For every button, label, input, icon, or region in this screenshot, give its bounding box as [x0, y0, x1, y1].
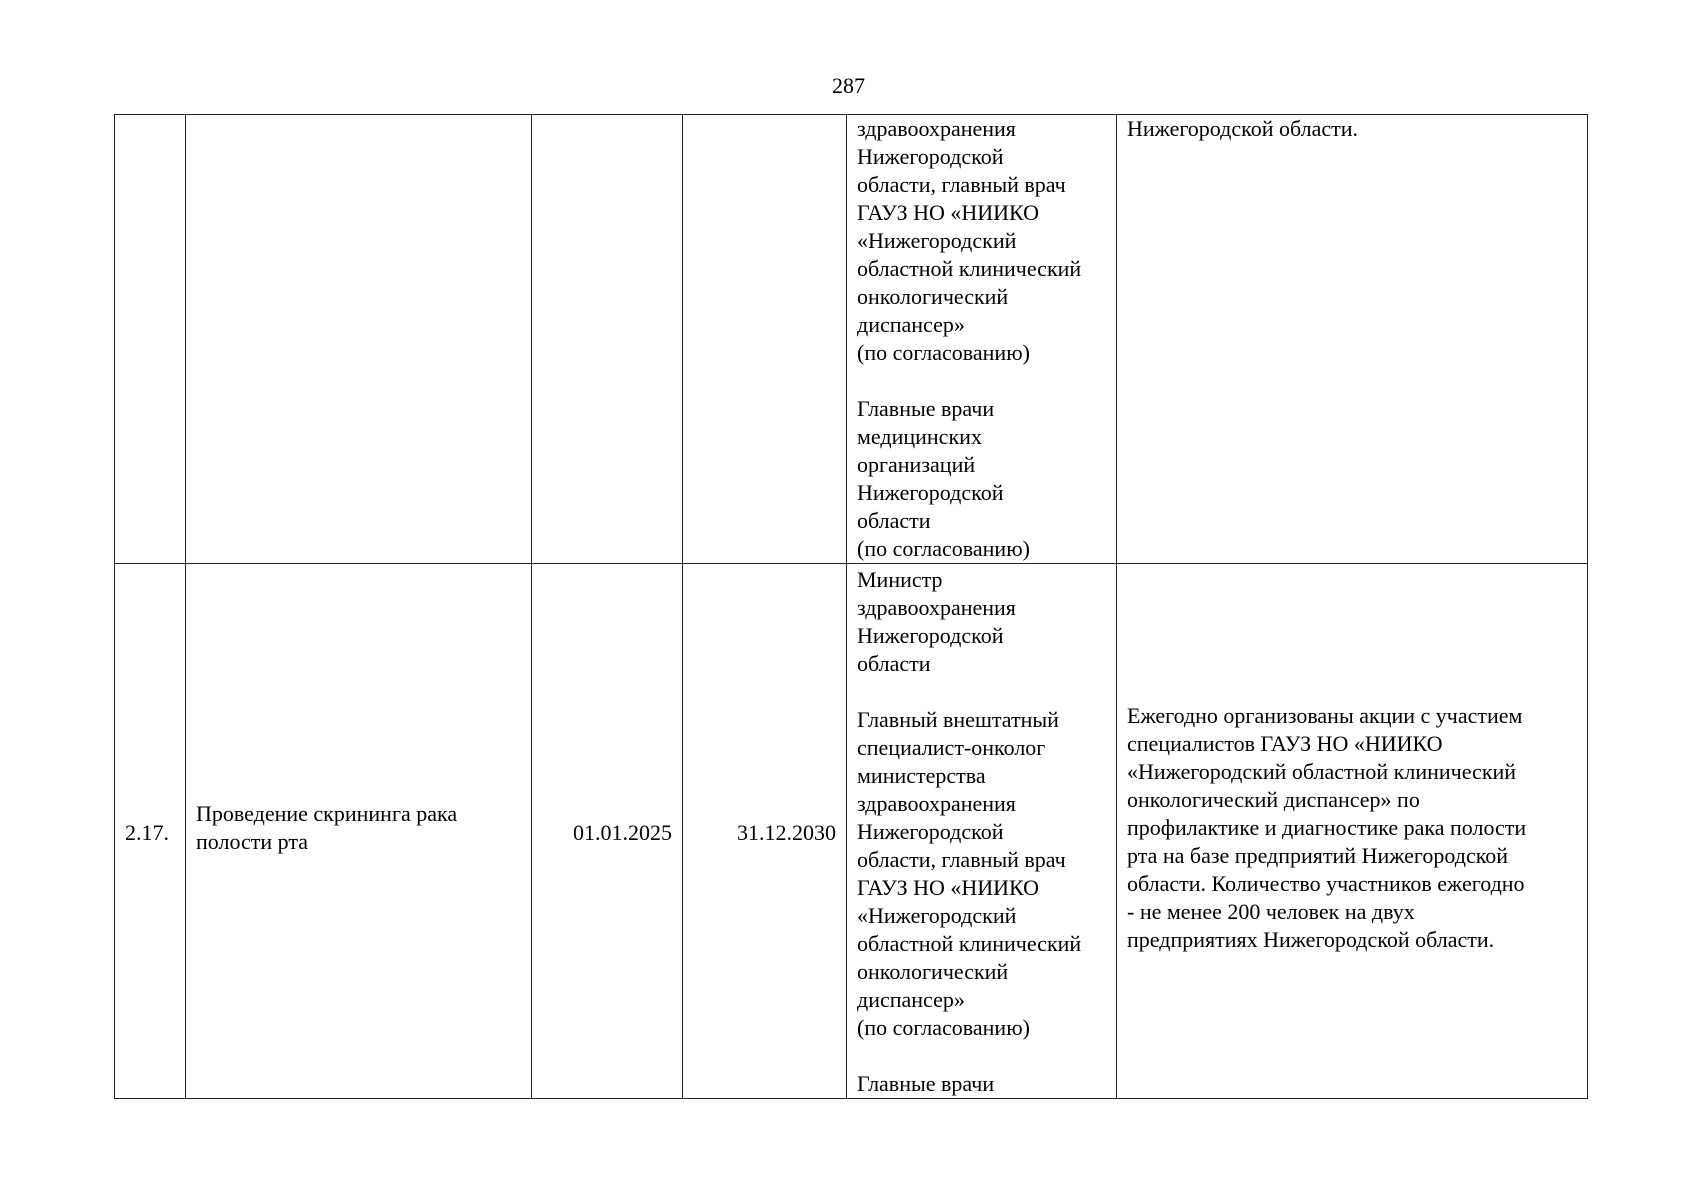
row-number: [115, 115, 185, 118]
measures-table: [114, 114, 1588, 1099]
responsible-cell: [847, 115, 1117, 564]
result-text: Ежегодно организованы акции с участием специалистов ГАУЗ НО «НИИКО «Нижегородский областной клинический онкологический диспансер» по профилактике и диагностике рака полости рта на базе предприятий Нижегородской области. Количество участников ежегодно - не менее 200 человек на двух предприятиях Нижегородской области.: [1127, 702, 1527, 952]
end-date-cell: [683, 115, 847, 564]
table-row: [115, 115, 1588, 564]
responsible-text: здравоохранения Нижегородской области, главный врач ГАУЗ НО «НИИКО «Нижегородский областной клинический онкологический диспансер» (по согласованию) Главные врачи медицинских организаций Нижегородской области (по согласованию): [857, 116, 1082, 561]
end-date: 31.12.2030: [737, 819, 836, 845]
page-number: 287: [832, 73, 865, 98]
start-date: [532, 115, 682, 118]
table-row: [115, 564, 1588, 1099]
result-cell: [1117, 564, 1588, 1099]
responsible-cell: [847, 564, 1117, 1099]
activity-cell: [186, 564, 532, 1099]
number-cell: [115, 115, 186, 564]
start-date: 01.01.2025: [573, 819, 672, 845]
activity-text: Проведение скрининга рака полости рта: [196, 800, 458, 854]
activity-cell: [186, 115, 532, 564]
start-date-cell: [532, 115, 683, 564]
activity-text: [186, 115, 531, 118]
row-number: 2.17.: [125, 819, 169, 845]
end-date: [683, 115, 846, 118]
start-date-cell: [532, 564, 683, 1099]
end-date-cell: [683, 564, 847, 1099]
result-text: Нижегородской области.: [1127, 116, 1359, 141]
result-cell: [1117, 115, 1588, 564]
responsible-text: Министр здравоохранения Нижегородской области Главный внештатный специалист-онколог министерства здравоохранения Нижегородской области, главный врач ГАУЗ НО «НИИКО «Нижегородский областной клинический онкологический диспансер» (по согласованию) Главные врачи: [857, 567, 1082, 1096]
number-cell: [115, 564, 186, 1099]
